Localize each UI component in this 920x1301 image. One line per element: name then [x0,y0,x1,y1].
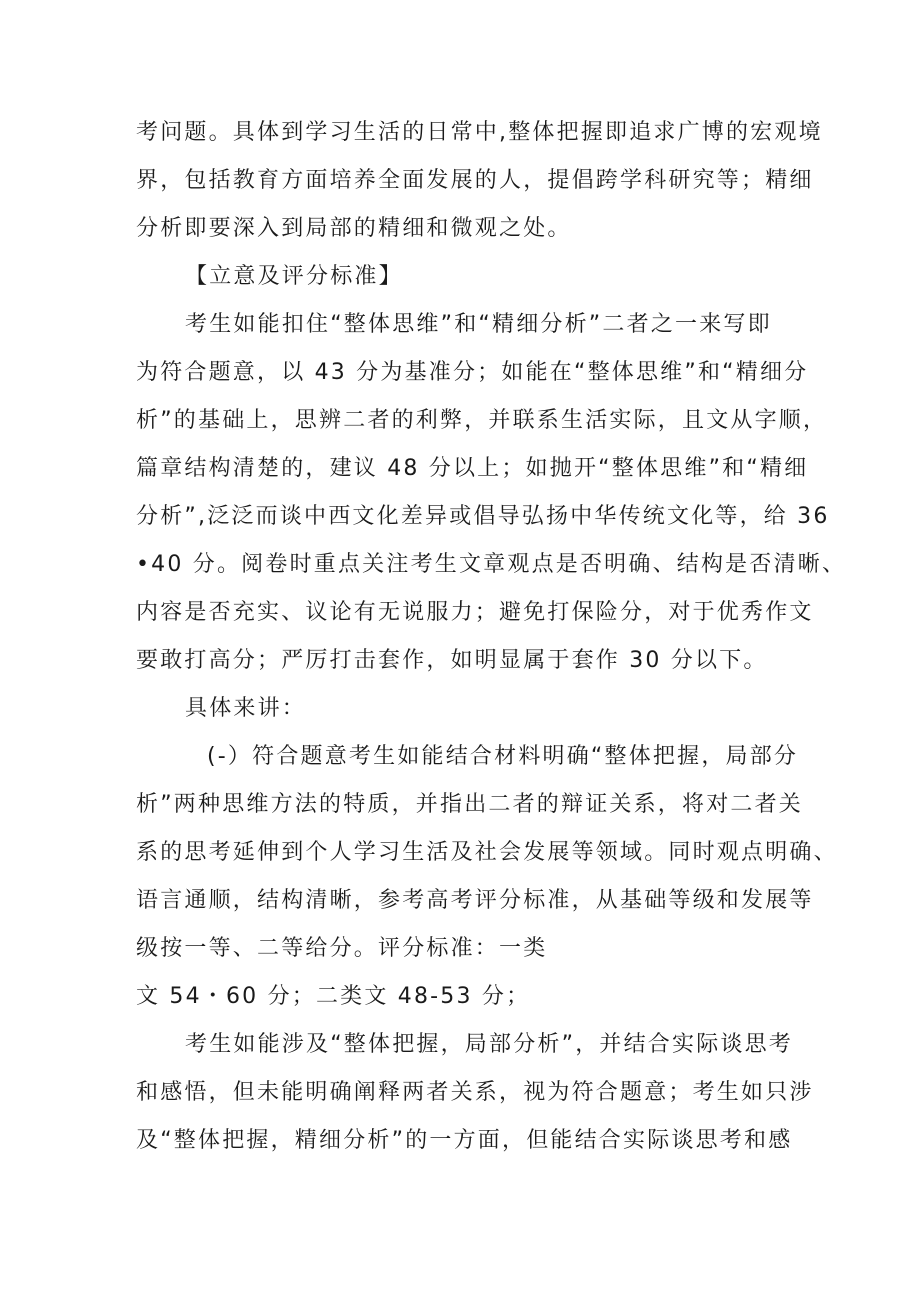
paragraph-first-line: 具体来讲： [185,696,307,721]
paragraph-first-line: 考生如能涉及“整体把握，局部分析”，并结合实际谈思考 [185,1032,793,1057]
text-line: 篇章结构清楚的，建议 48 分以上；如抛开“整体思维”和“精细 [136,456,809,481]
text-line: 级按一等、二等给分。评分标准：一类 [136,936,548,961]
paragraph-first-line: (-）符合题意考生如能结合材料明确“整体把握，局部分 [207,744,799,769]
paragraph-first-line: 考生如能扣住“整体思维”和“精细分析”二者之一来写即 [185,312,772,337]
text-line: 为符合题意，以 43 分为基准分；如能在“整体思维”和“精细分 [136,360,809,385]
text-line: 界，包括教育方面培养全面发展的人，提倡跨学科研究等；精细 [136,168,814,193]
text-line: 考问题。具体到学习生活的日常中,整体把握即追求广博的宏观境 [136,120,823,145]
section-heading: 【立意及评分标准】 [185,264,403,289]
text-line: 语言通顺，结构清晰，参考高考评分标准，从基础等级和发展等 [136,888,814,913]
text-line: •40 分。阅卷时重点关注考生文章观点是否明确、结构是否清晰、 [136,552,847,577]
text-line: 文 54・60 分；二类文 48-53 分； [136,984,531,1009]
text-line: 及“整体把握，精细分析”的一方面，但能结合实际谈思考和感 [136,1128,793,1153]
text-line: 系的思考延伸到个人学习生活及社会发展等领域。同时观点明确、 [136,840,838,865]
text-line: 析”的基础上，思辨二者的利弊，并联系生活实际，且文从字顺， [136,408,828,433]
text-line: 分析”,泛泛而谈中西文化差异或倡导弘扬中华传统文化等，给 36 [136,504,830,529]
text-line: 内容是否充实、议论有无说服力；避免打保险分，对于优秀作文 [136,600,814,625]
text-line: 要敢打高分；严厉打击套作，如明显属于套作 30 分以下。 [136,648,768,673]
text-line: 析”两种思维方法的特质，并指出二者的辩证关系，将对二者关 [136,792,803,817]
text-line: 分析即要深入到局部的精细和微观之处。 [136,216,572,241]
text-line: 和感悟，但未能明确阐释两者关系，视为符合题意；考生如只涉 [136,1080,814,1105]
